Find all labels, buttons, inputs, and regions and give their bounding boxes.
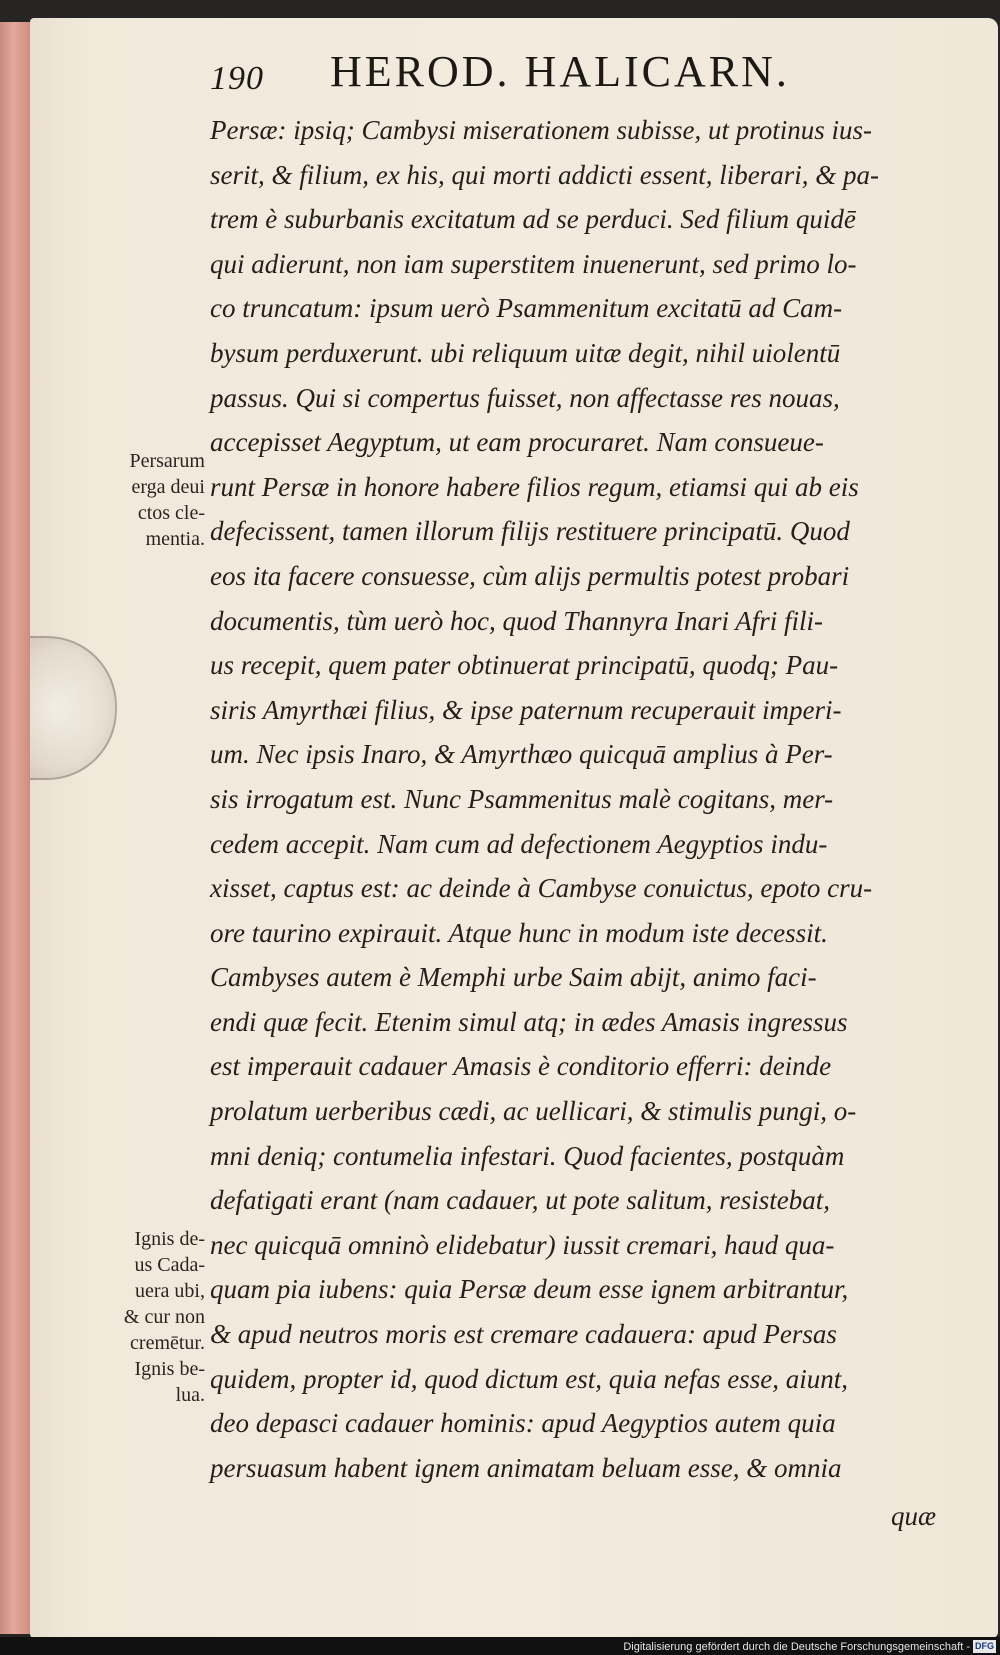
marginal-note bbox=[80, 448, 205, 552]
text-line: trem è suburbanis excitatum ad se perduci. Sed filium quidē bbox=[210, 204, 856, 235]
text-line: passus. Qui si compertus fuisset, non affectasse res nouas, bbox=[210, 382, 840, 413]
marginal-note bbox=[80, 1226, 205, 1408]
page-header bbox=[210, 46, 870, 106]
text-line: cedem accepit. Nam cum ad defectionem Aegyptios indu- bbox=[210, 828, 828, 859]
dfg-logo: DFG bbox=[975, 1641, 994, 1651]
text-line: endi quæ fecit. Etenim simul atq; in ædes Amasis ingressus bbox=[210, 1006, 848, 1037]
marginal-note-line: cremētur. bbox=[130, 1332, 205, 1354]
marginal-note-line: uera ubi, bbox=[135, 1280, 205, 1302]
running-title: HEROD. HALICARN. bbox=[330, 47, 790, 96]
text-line: defecissent, tamen illorum filijs restituere principatū. Quod bbox=[210, 516, 850, 547]
text-line: um. Nec ipsis Inaro, & Amyrthæo quicquā amplius à Per- bbox=[210, 739, 833, 770]
text-line: ore taurino expirauit. Atque hunc in modum iste decessit. bbox=[210, 917, 828, 948]
funding-credit: Digitalisierung gefördert durch die Deutsche Forschungsgemeinschaft - bbox=[623, 1641, 970, 1653]
marginal-note-line: Ignis de- bbox=[134, 1228, 205, 1250]
text-line: quidem, propter id, quod dictum est, quia nefas esse, aiunt, bbox=[210, 1363, 848, 1394]
text-line: deo depasci cadauer hominis: apud Aegyptios autem quia bbox=[210, 1408, 836, 1439]
text-line: co truncatum: ipsum uerò Psammenitum excitatū ad Cam- bbox=[210, 293, 843, 324]
marginal-note-line: ctos cle- bbox=[137, 502, 205, 524]
marginal-note-line: us Cada- bbox=[134, 1254, 205, 1276]
text-line: quam pia iubens: quia Persæ deum esse ignem arbitrantur, bbox=[210, 1274, 849, 1305]
text-line: Persæ: ipsiq; Cambysi miserationem subisse, ut protinus ius- bbox=[210, 115, 873, 145]
text-line: sis irrogatum est. Nunc Psammenitus malè cogitans, mer- bbox=[210, 783, 834, 814]
text-line: est imperauit cadauer Amasis è conditorio efferri: deinde bbox=[210, 1051, 832, 1082]
text-line: qui adierunt, non iam superstitem inuenerunt, sed primo lo- bbox=[210, 248, 857, 279]
text-line: persuasum habent ignem animatam beluam esse, & omnia bbox=[210, 1452, 842, 1483]
text-line: nec quicquā omninò elidebatur) iussit cremari, haud qua- bbox=[210, 1229, 835, 1260]
text-line: defatigati erant (nam cadauer, ut pote salitum, resistebat, bbox=[210, 1185, 830, 1216]
marginal-note-line: Ignis be- bbox=[134, 1358, 205, 1380]
text-line: us recepit, quem pater obtinuerat principatū, quodq; Pau- bbox=[210, 650, 839, 681]
marginal-note-line: Persarum bbox=[129, 450, 205, 472]
text-line: eos ita facere consuesse, cùm alijs permultis potest probari bbox=[210, 560, 850, 591]
text-line: accepisset Aegyptum, ut eam procuraret. Nam consueue- bbox=[210, 427, 824, 458]
footer-bar bbox=[0, 1637, 1000, 1655]
marginal-note-line: & cur non bbox=[123, 1306, 205, 1328]
text-line: runt Persæ in honore habere filios regum, etiamsi qui ab eis bbox=[210, 471, 859, 502]
page-number: 190 bbox=[210, 60, 264, 97]
marginal-note-line: lua. bbox=[175, 1384, 205, 1406]
text-line: mni deniq; contumelia infestari. Quod facientes, postquàm bbox=[210, 1140, 845, 1171]
page-clip bbox=[30, 636, 117, 780]
text-line: siris Amyrthæi filius, & ipse paternum recuperauit imperi- bbox=[210, 694, 842, 725]
text-line: prolatum uerberibus cædi, ac uellicari, & stimulis pungi, o- bbox=[210, 1096, 857, 1127]
text-line: Cambyses autem è Memphi urbe Saim abijt, animo faci- bbox=[210, 962, 817, 993]
text-line: bysum perduxerunt. ubi reliquum uitæ degit, nihil uiolentū bbox=[210, 337, 841, 368]
text-line: documentis, tùm uerò hoc, quod Thannyra Inari Afri fili- bbox=[210, 605, 823, 636]
marginal-note-line: mentia. bbox=[145, 528, 205, 550]
catchword: quæ bbox=[890, 1501, 936, 1532]
text-line: & apud neutros moris est cremare cadauera: apud Persas bbox=[210, 1319, 837, 1350]
marginal-note-line: erga deui bbox=[131, 476, 205, 498]
body-text bbox=[210, 108, 950, 1539]
text-line: xisset, captus est: ac deinde à Cambyse conuictus, epoto cru- bbox=[210, 873, 873, 904]
text-line: serit, & filium, ex his, qui morti addicti essent, liberari, & pa- bbox=[210, 159, 879, 190]
